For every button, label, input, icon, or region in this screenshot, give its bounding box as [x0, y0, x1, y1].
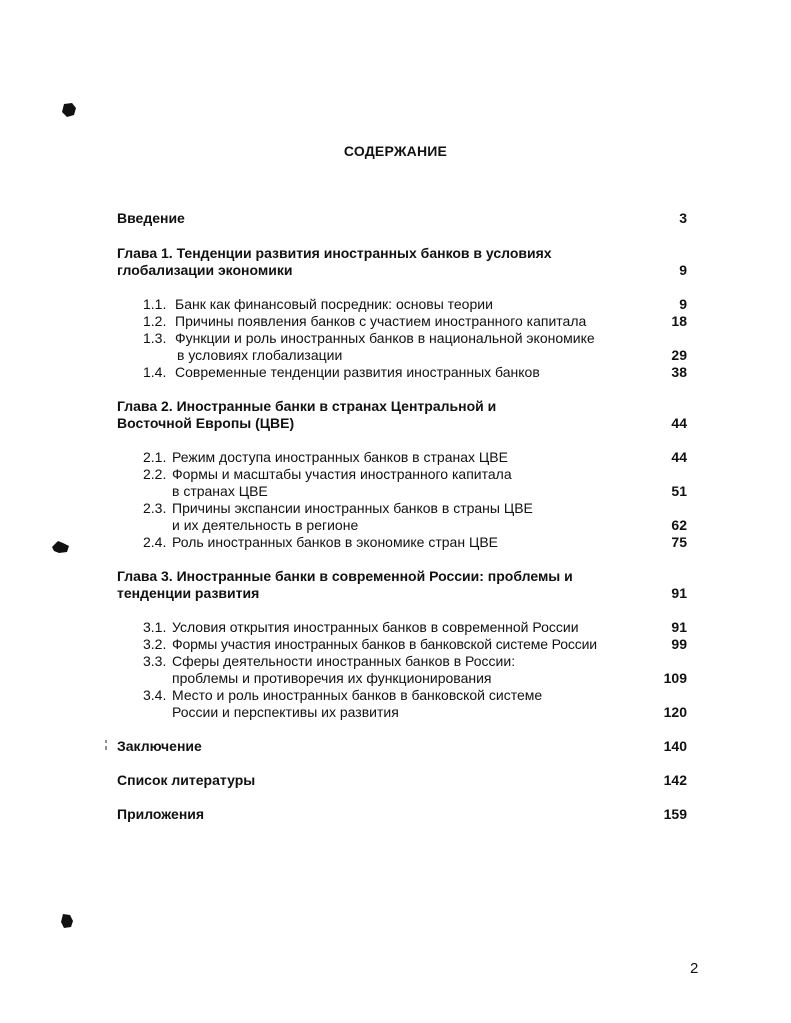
toc-section-3-4-cont[interactable] [143, 704, 687, 721]
toc-entry-text: Причины экспансии иностранных банков в страны ЦВЕ [172, 500, 533, 516]
toc-entry-text: Современные тенденции развития иностранных банков [175, 364, 540, 380]
toc-section-number: 2.2. [143, 466, 167, 482]
toc-section-number: 2.1. [143, 449, 167, 465]
toc-section-2-3[interactable] [143, 500, 687, 517]
toc-page-number: 109 [663, 670, 687, 686]
toc-section-number: 3.4. [143, 687, 167, 703]
toc-section-2-2-cont[interactable] [143, 483, 687, 500]
page-number: 2 [690, 960, 699, 977]
toc-section-1-2[interactable] [143, 313, 687, 330]
toc-chapter-2-line-1[interactable] [117, 398, 687, 415]
toc-entry-text: Место и роль иностранных банков в банковской системе [172, 687, 543, 703]
toc-page-number: 44 [671, 449, 687, 465]
toc-page-number: 120 [663, 704, 687, 720]
toc-entry-text: Приложения [117, 806, 205, 822]
toc-entry-text: Глава 3. Иностранные банки в современной России: проблемы и [117, 568, 573, 584]
toc-entry-text: в условиях глобализации [177, 347, 343, 363]
toc-page-number: 159 [663, 806, 687, 822]
toc-entry-text: Глава 1. Тенденции развития иностранных банков в условиях [117, 245, 552, 261]
toc-page-number: 29 [671, 347, 687, 363]
toc-section-number: 1.4. [143, 364, 167, 380]
toc-section-3-2[interactable] [143, 636, 687, 653]
toc-page-number: 91 [671, 585, 687, 601]
toc-entry-introduction[interactable] [117, 210, 687, 227]
toc-entry-text: России и перспективы их развития [172, 704, 399, 720]
toc-entry-text: глобализации экономики [117, 262, 293, 278]
toc-section-number: 3.2. [143, 636, 167, 652]
toc-section-number: 3.1. [143, 619, 167, 635]
toc-section-1-4[interactable] [143, 364, 687, 381]
ink-blot-decoration [50, 538, 72, 556]
toc-entry-text: Восточной Европы (ЦВЕ) [117, 415, 295, 431]
toc-section-1-1[interactable] [143, 296, 687, 313]
toc-entry-bibliography[interactable] [117, 772, 687, 789]
toc-entry-text: Глава 2. Иностранные банки в странах Центральной и [117, 398, 497, 414]
toc-chapter-2-line-2[interactable] [117, 415, 687, 432]
toc-entry-conclusion[interactable] [117, 738, 687, 755]
toc-section-number: 1.1. [143, 296, 167, 312]
toc-chapter-1-line-2[interactable] [117, 262, 687, 279]
toc-entry-appendices[interactable] [117, 806, 687, 823]
toc-chapter-3-line-2[interactable] [117, 585, 687, 602]
toc-entry-text: Формы участия иностранных банков в банковской системе России [172, 636, 597, 652]
toc-chapter-1-line-1[interactable] [117, 245, 687, 262]
toc-page-number: 38 [671, 364, 687, 380]
toc-entry-text: Функции и роль иностранных банков в национальной экономике [175, 330, 595, 346]
toc-page-number: 142 [663, 772, 687, 788]
toc-page-number: 51 [671, 483, 687, 499]
toc-entry-text: тенденции развития [117, 585, 260, 601]
toc-section-2-4[interactable] [143, 534, 687, 551]
toc-page-number: 62 [671, 517, 687, 533]
toc-entry-text: Введение [117, 210, 185, 226]
toc-page-number: 140 [663, 738, 687, 754]
toc-page-number: 18 [671, 313, 687, 329]
toc-section-3-3[interactable] [143, 653, 687, 670]
toc-section-2-2[interactable] [143, 466, 687, 483]
toc-page-number: 9 [679, 296, 687, 312]
toc-section-number: 3.3. [143, 653, 167, 669]
toc-section-1-3-cont[interactable] [143, 347, 687, 364]
toc-section-3-4[interactable] [143, 687, 687, 704]
toc-page-number: 75 [671, 534, 687, 550]
toc-section-2-3-cont[interactable] [143, 517, 687, 534]
ink-blot-decoration [104, 739, 108, 751]
toc-section-1-3[interactable] [143, 330, 687, 347]
toc-entry-text: Банк как финансовый посредник: основы теории [175, 296, 493, 312]
toc-entry-text: Условия открытия иностранных банков в современной России [172, 619, 579, 635]
toc-page-number: 99 [671, 636, 687, 652]
toc-section-number: 1.2. [143, 313, 167, 329]
toc-section-number: 1.3. [143, 330, 167, 346]
toc-entry-text: в странах ЦВЕ [172, 483, 268, 499]
toc-section-3-3-cont[interactable] [143, 670, 687, 687]
toc-page-number: 44 [671, 415, 687, 431]
toc-chapter-3-line-1[interactable] [117, 568, 687, 585]
toc-section-3-1[interactable] [143, 619, 687, 636]
toc-entry-text: Заключение [117, 738, 202, 754]
toc-entry-text: Формы и масштабы участия иностранного капитала [172, 466, 512, 482]
toc-entry-text: Сферы деятельности иностранных банков в России: [172, 653, 516, 669]
page-title: СОДЕРЖАНИЕ [343, 143, 448, 159]
ink-blot-decoration [60, 101, 78, 119]
toc-page-number: 9 [679, 262, 687, 278]
toc-page-number: 91 [671, 619, 687, 635]
toc-entry-text: Причины появления банков с участием иностранного капитала [175, 313, 587, 329]
toc-page-number: 3 [679, 210, 687, 226]
toc-entry-text: и их деятельность в регионе [172, 517, 359, 533]
ink-blot-decoration [58, 912, 76, 930]
toc-section-number: 2.4. [143, 534, 167, 550]
toc-section-number: 2.3. [143, 500, 167, 516]
toc-entry-text: Режим доступа иностранных банков в странах ЦВЕ [172, 449, 508, 465]
toc-entry-text: Список литературы [117, 772, 256, 788]
toc-entry-text: проблемы и противоречия их функционирования [172, 670, 492, 686]
toc-section-2-1[interactable] [143, 449, 687, 466]
toc-entry-text: Роль иностранных банков в экономике стран ЦВЕ [172, 534, 498, 550]
